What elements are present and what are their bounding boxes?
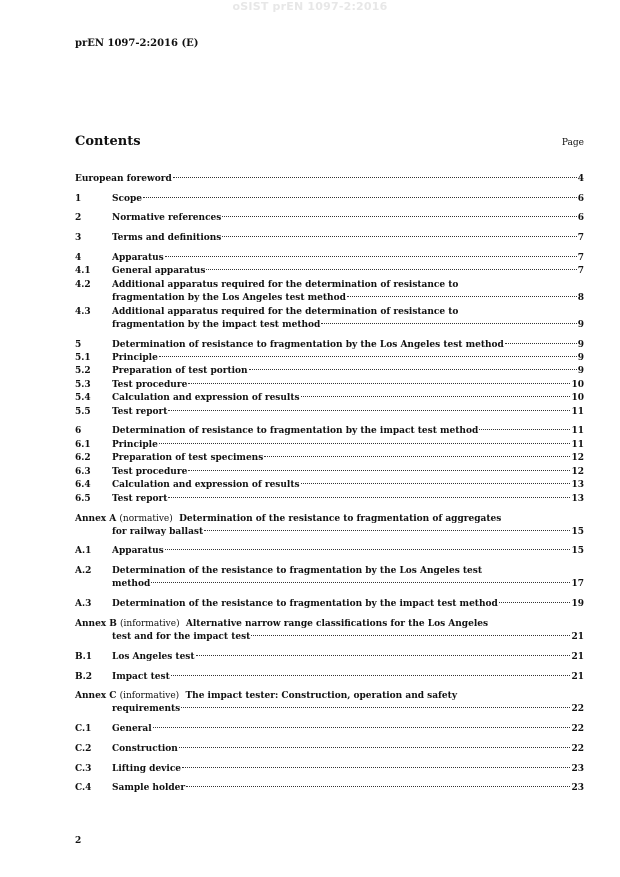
page-number: 2: [75, 836, 82, 846]
toc-entry-number: 2: [75, 213, 82, 223]
toc-entry-page: 9: [577, 320, 584, 330]
toc-entry-title: Terms and definitions: [112, 233, 222, 243]
dot-leader: [505, 343, 577, 344]
contents-title: Contents: [75, 134, 141, 149]
page-column-label: Page: [561, 138, 584, 148]
toc-entry-page: 9: [577, 353, 584, 363]
annex-qualifier: (informative): [119, 691, 180, 701]
dot-leader: [479, 429, 570, 430]
toc-entry-4-3[interactable]: [75, 306, 584, 332]
toc-entry-title: Apparatus: [112, 253, 164, 263]
toc-entry-6-2[interactable]: [75, 452, 584, 465]
toc-entry-c-2[interactable]: [75, 743, 584, 756]
annex-label: Annex A: [75, 514, 117, 524]
dot-leader: [173, 177, 577, 178]
dot-leader: [264, 456, 570, 457]
toc-entry-title: Test report: [112, 494, 168, 504]
dot-leader: [188, 470, 570, 471]
toc-entry-title: for railway ballast: [112, 527, 204, 537]
watermark: oSIST prEN 1097-2:2016: [232, 0, 388, 13]
dot-leader: [165, 256, 577, 257]
toc-entry-page: 6: [577, 194, 584, 204]
toc-entry-page: 9: [577, 366, 584, 376]
toc-entry-page: 23: [571, 764, 584, 774]
document-id: prEN 1097-2:2016 (E): [75, 38, 199, 49]
toc-entry-5[interactable]: [75, 339, 584, 352]
toc-entry-page: 10: [571, 380, 584, 390]
toc-entry-title: fragmentation by the impact test method: [112, 320, 321, 330]
toc-entry-title: European foreword: [75, 174, 172, 184]
dot-leader: [222, 236, 576, 237]
toc-entry-page: 17: [571, 579, 584, 589]
toc-entry-title: Determination of resistance to fragmentation by the impact test method: [112, 426, 479, 436]
toc-entry-number: 5.3: [75, 380, 91, 390]
toc-entry-page: 23: [571, 783, 584, 793]
toc-entry-title: Preparation of test specimens: [112, 453, 264, 463]
toc-entry-c-4[interactable]: [75, 782, 584, 795]
toc-entry-title: Determination of the resistance to fragmentation by the impact test method: [112, 599, 498, 609]
toc-entry-page: 7: [577, 253, 584, 263]
toc-entry-5-3[interactable]: [75, 379, 584, 392]
toc-entry-annex-c[interactable]: [75, 690, 584, 716]
toc-entry-title: Impact test: [112, 672, 170, 682]
dot-leader: [143, 197, 577, 198]
toc-entry-page: 15: [571, 527, 584, 537]
toc-entry-page: 8: [577, 293, 584, 303]
toc-entry-page: 21: [571, 652, 584, 662]
toc-entry-number: C.4: [75, 783, 92, 793]
dot-leader: [186, 786, 570, 787]
toc-entry-5-1[interactable]: [75, 352, 584, 365]
toc-entry-title: Sample holder: [112, 783, 186, 793]
dot-leader: [168, 497, 570, 498]
annex-qualifier: (normative): [119, 514, 173, 524]
toc-entry-page: 21: [571, 632, 584, 642]
toc-entry-number: 4.2: [75, 280, 91, 290]
toc-entry-6-4[interactable]: [75, 479, 584, 492]
toc-entry-title: Apparatus: [112, 546, 164, 556]
toc-entry-title: Calculation and expression of results: [112, 393, 300, 403]
toc-entry-6-1[interactable]: [75, 439, 584, 452]
toc-entry-a-1[interactable]: [75, 545, 584, 558]
dot-leader: [168, 410, 570, 411]
toc-entry-1[interactable]: [75, 193, 584, 206]
toc-entry-number: C.3: [75, 764, 92, 774]
toc-entry-number: 6.4: [75, 480, 91, 490]
toc-entry-b-2[interactable]: [75, 671, 584, 684]
toc-entry-5-2[interactable]: [75, 365, 584, 378]
dot-leader: [153, 727, 571, 728]
toc-entry-number: 5.4: [75, 393, 91, 403]
toc-entry-number: 5.5: [75, 407, 91, 417]
dot-leader: [204, 530, 570, 531]
toc-entry-page: 19: [571, 599, 584, 609]
toc-entry-title: Calculation and expression of results: [112, 480, 300, 490]
dot-leader: [159, 356, 577, 357]
toc-entry-title: test and for the impact test: [112, 632, 251, 642]
dot-leader: [188, 383, 570, 384]
annex-qualifier: (informative): [120, 619, 180, 629]
annex-label: Annex C: [75, 691, 117, 701]
toc-entry-number: 6.2: [75, 453, 91, 463]
dot-leader: [499, 602, 571, 603]
toc-entry-page: 6: [577, 213, 584, 223]
toc-entry-page: 7: [577, 233, 584, 243]
dot-leader: [222, 216, 576, 217]
toc-entry-title: Scope: [112, 194, 143, 204]
toc-entry-number: 5.1: [75, 353, 91, 363]
toc-entry-page: 12: [571, 467, 584, 477]
toc-entry-6-5[interactable]: [75, 493, 584, 506]
toc-entry-title: Determination of resistance to fragmentation by the Los Angeles test method: [112, 340, 504, 350]
toc-entry-title: requirements: [112, 704, 181, 714]
toc-entry-title-line1: Determination of the resistance to fragmentation by the Los Angeles test: [112, 566, 483, 576]
toc-entry-page: 13: [571, 480, 584, 490]
toc-entry-5-4[interactable]: [75, 392, 584, 405]
dot-leader: [206, 269, 576, 270]
annex-label: Annex B: [75, 619, 117, 629]
toc-entry-european-foreword[interactable]: [75, 173, 584, 186]
toc-entry-annex-a[interactable]: [75, 513, 584, 539]
toc-entry-number: B.1: [75, 652, 93, 662]
toc-entry-number: C.1: [75, 724, 92, 734]
toc-entry-title-line1: Determination of the resistance to fragmentation of aggregates: [179, 514, 502, 524]
toc-entry-page: 4: [577, 174, 584, 184]
toc-entry-title: Preparation of test portion: [112, 366, 248, 376]
toc-entry-page: 15: [571, 546, 584, 556]
toc-entry-2[interactable]: [75, 212, 584, 225]
toc-entry-c-3[interactable]: [75, 763, 584, 776]
toc-entry-number: C.2: [75, 744, 92, 754]
toc-entry-page: 12: [571, 453, 584, 463]
toc-entry-page: 22: [571, 724, 584, 734]
toc-entry-number: 5: [75, 340, 82, 350]
toc-entry-title: Test report: [112, 407, 168, 417]
toc-entry-page: 21: [571, 672, 584, 682]
toc-entry-title: General: [112, 724, 152, 734]
toc-entry-number: 5.2: [75, 366, 91, 376]
toc-entry-c-1[interactable]: [75, 723, 584, 736]
toc-entry-title: Test procedure: [112, 380, 188, 390]
toc-entry-4[interactable]: [75, 252, 584, 265]
toc-entry-title: General apparatus: [112, 266, 206, 276]
toc-entry-title: Los Angeles test: [112, 652, 195, 662]
dot-leader: [347, 296, 577, 297]
dot-leader: [171, 675, 571, 676]
toc-entry-page: 9: [577, 340, 584, 350]
toc-entry-page: 11: [571, 440, 584, 450]
dot-leader: [181, 707, 570, 708]
toc-entry-6[interactable]: [75, 425, 584, 438]
toc-entry-page: 11: [571, 426, 584, 436]
toc-entry-number: B.2: [75, 672, 93, 682]
toc-entry-title: Test procedure: [112, 467, 188, 477]
toc-entry-number: 6.5: [75, 494, 91, 504]
toc-entry-title: Normative references: [112, 213, 222, 223]
toc-entry-3[interactable]: [75, 232, 584, 245]
toc-entry-page: 22: [571, 704, 584, 714]
toc-entry-number: 6.1: [75, 440, 91, 450]
toc-entry-number: A.3: [75, 599, 92, 609]
toc-entry-number: 6.3: [75, 467, 91, 477]
toc-entry-4-2[interactable]: [75, 279, 584, 305]
dot-leader: [179, 747, 571, 748]
toc-entry-title: method: [112, 579, 151, 589]
toc-entry-number: 4.1: [75, 266, 91, 276]
toc-entry-title-line1: Additional apparatus required for the determination of resistance to: [112, 280, 459, 290]
toc-entry-annex-b[interactable]: [75, 618, 584, 644]
toc-entry-title: Principle: [112, 440, 158, 450]
toc-entry-title-line1: Additional apparatus required for the determination of resistance to: [112, 307, 459, 317]
dot-leader: [151, 582, 570, 583]
toc-entry-number: 4: [75, 253, 82, 263]
dot-leader: [251, 635, 570, 636]
toc-entry-number: A.2: [75, 566, 92, 576]
toc-entry-number: 6: [75, 426, 82, 436]
toc-entry-title-line1: Alternative narrow range classifications for the Los Angeles: [185, 619, 489, 629]
dot-leader: [159, 443, 571, 444]
toc-entry-title-line1: The impact tester: Construction, operation and safety: [185, 691, 458, 701]
dot-leader: [182, 767, 570, 768]
toc-entry-number: A.1: [75, 546, 92, 556]
toc-entry-a-2[interactable]: [75, 565, 584, 591]
toc-entry-title: Principle: [112, 353, 158, 363]
toc-entry-6-3[interactable]: [75, 466, 584, 479]
toc-entry-number: 3: [75, 233, 82, 243]
toc-entry-page: 11: [571, 407, 584, 417]
toc-entry-a-3[interactable]: [75, 598, 584, 611]
toc-entry-title: Construction: [112, 744, 178, 754]
toc-entry-title: fragmentation by the Los Angeles test method: [112, 293, 346, 303]
dot-leader: [165, 549, 571, 550]
toc-entry-page: 22: [571, 744, 584, 754]
dot-leader: [301, 483, 571, 484]
toc-entry-page: 13: [571, 494, 584, 504]
toc-entry-5-5[interactable]: [75, 406, 584, 419]
toc-entry-page: 10: [571, 393, 584, 403]
toc-entry-title: Lifting device: [112, 764, 182, 774]
toc-entry-page: 7: [577, 266, 584, 276]
toc-entry-number: 4.3: [75, 307, 91, 317]
dot-leader: [249, 369, 577, 370]
toc-entry-number: 1: [75, 194, 82, 204]
toc-entry-b-1[interactable]: [75, 651, 584, 664]
dot-leader: [196, 655, 571, 656]
dot-leader: [301, 396, 571, 397]
dot-leader: [321, 323, 576, 324]
toc-entry-4-1[interactable]: [75, 265, 584, 278]
